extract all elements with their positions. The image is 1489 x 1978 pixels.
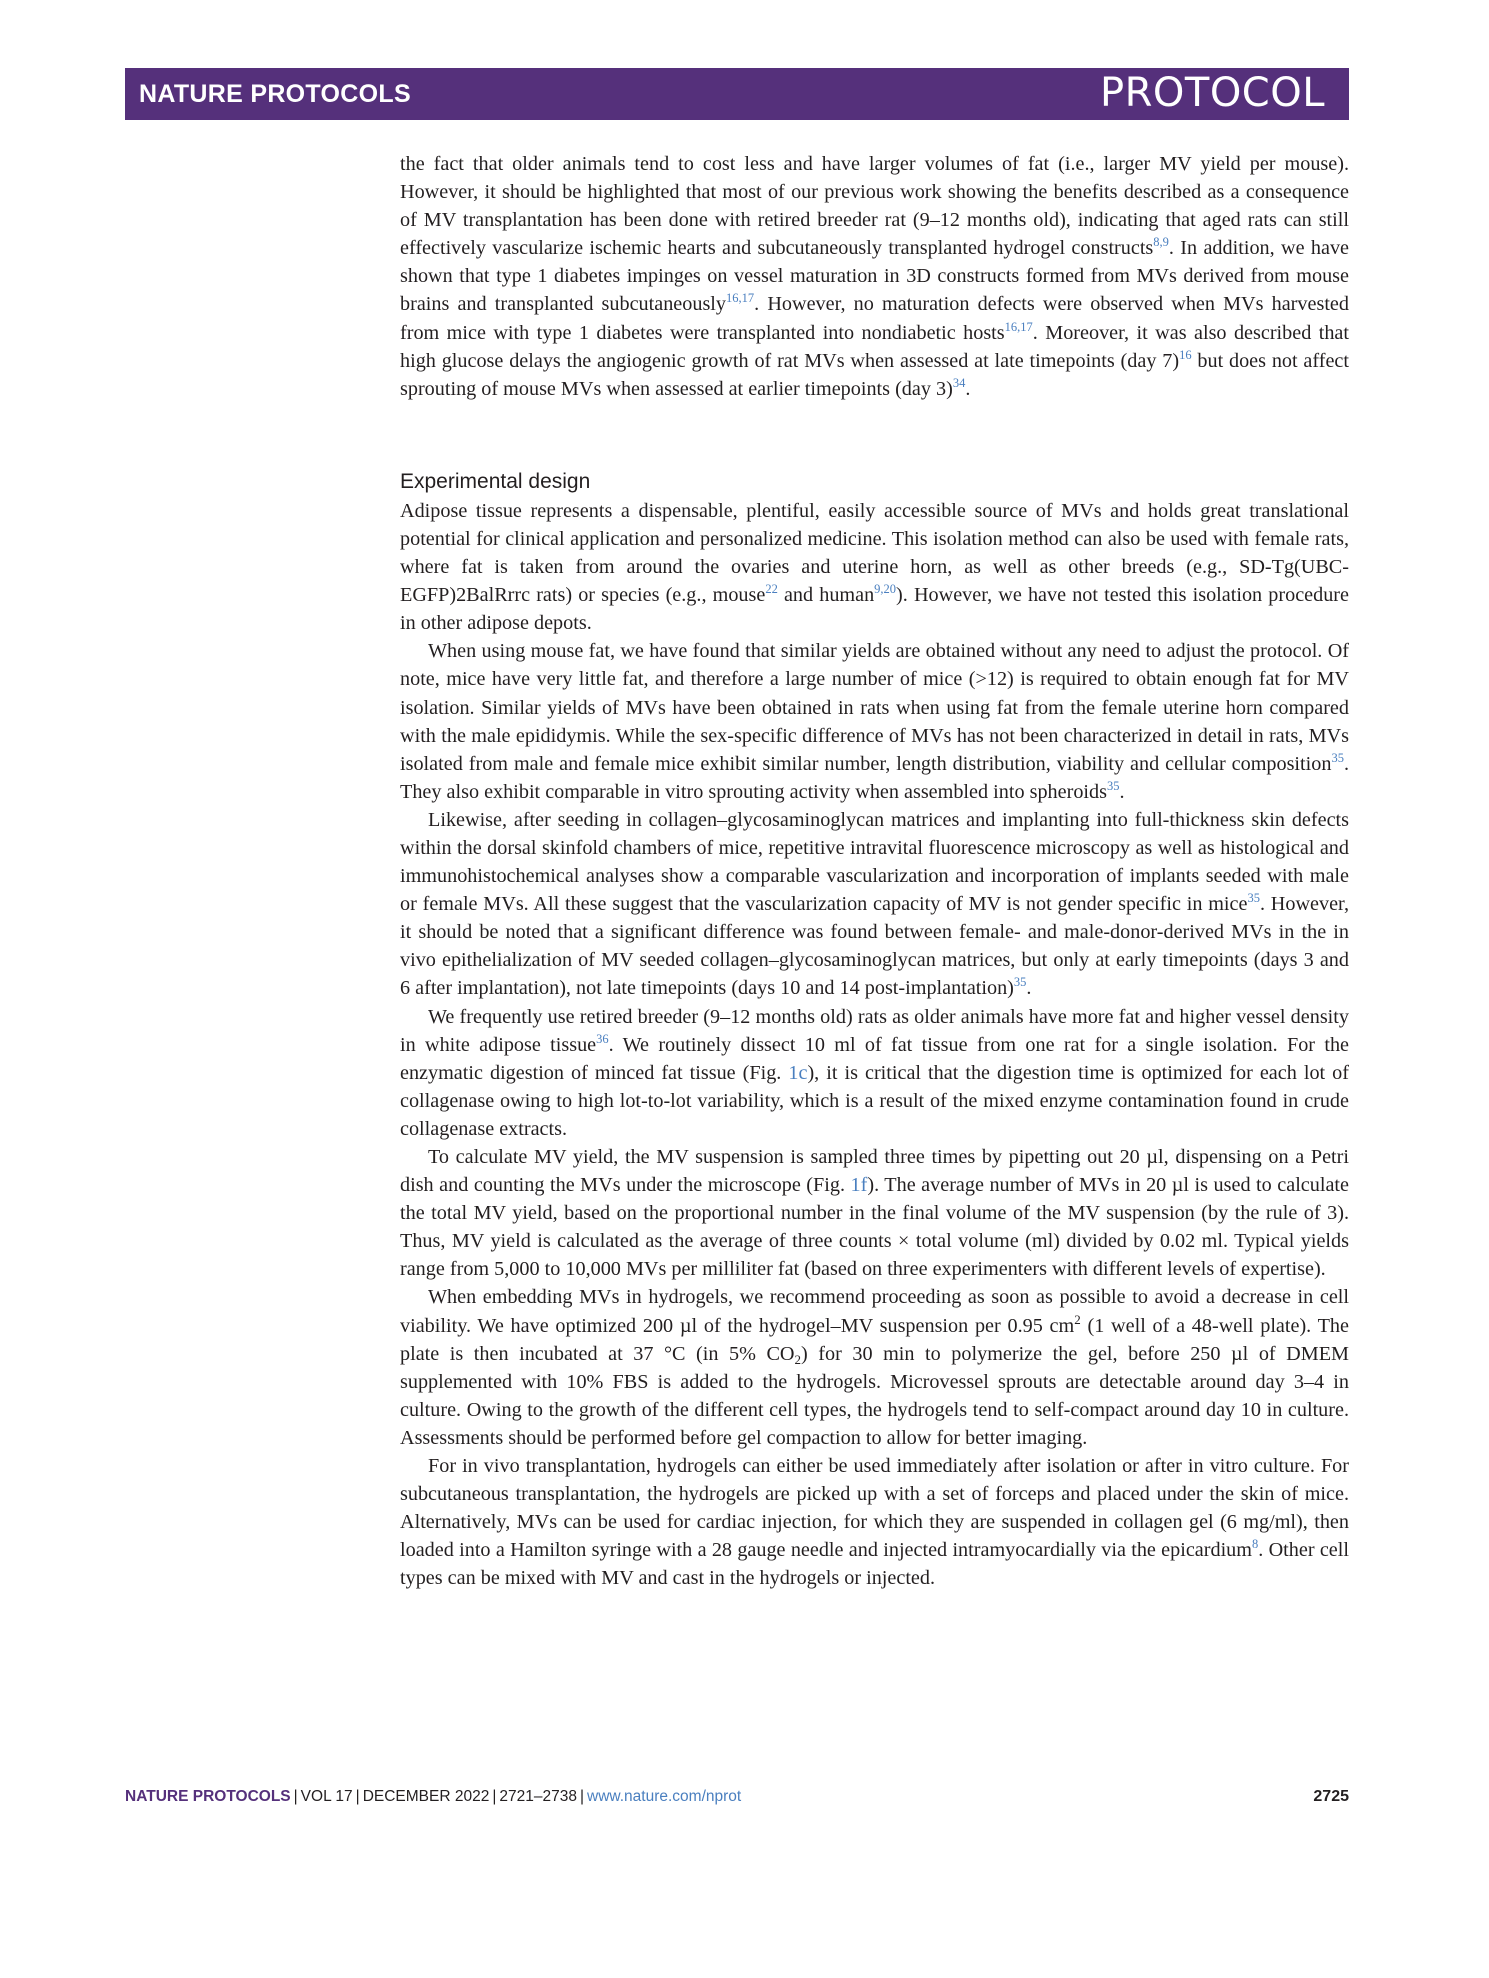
citation-link[interactable]: 8: [1251, 1537, 1259, 1552]
citation-link[interactable]: 16,17: [726, 291, 755, 306]
citation-link[interactable]: 16,17: [1004, 319, 1033, 334]
header-bar: [125, 68, 1349, 120]
article-type-label: PROTOCOL: [1099, 70, 1325, 116]
citation-link[interactable]: 36: [596, 1031, 609, 1046]
paragraph-2: When using mouse fat, we have found that similar yields are obtained without any need to adjust the protocol. Of note, mice have very little fat, and therefore a large number of mice (>12) is required to obtain enough fat for MV isolation. Similar yields of MVs have been obtained in rats when using fat from the female uterine horn compared with the male epididymis. While the sex-specific difference of MVs has not been characterized in detail in rats, MVs isolated from male and female mice exhibit similar number, length distribution, viability and cellular composition$^{35}$. They also exhibit comparable in vitro sprouting activity when assembled into spheroids$^{35}$.: [400, 640, 1349, 803]
paragraph-3: Likewise, after seeding in collagen–glycosaminoglycan matrices and implanting into full-thickness skin defects within the dorsal skinfold chambers of mice, repetitive intravital fluorescence microscopy as well as histological and immunohistochemical analyses show a comparable vascularization and incorporation of implants seeded with male or female MVs. All these suggest that the vascularization capacity of MV is not gender specific in mice$^{35}$. However, it should be noted that a significant difference was found between female- and male-donor-derived MVs in the in vivo epithelialization of MV seeded collagen–glycosaminoglycan matrices, but only at early timepoints (days 3 and 6 after implantation), not late timepoints (days 10 and 14 post-implantation)$^{35}$.: [400, 808, 1349, 1000]
main-text: [400, 150, 1349, 1593]
citation-link[interactable]: 35: [1331, 750, 1344, 765]
footer-volume: VOL 17: [300, 1788, 353, 1805]
figure-link[interactable]: 1c: [788, 1061, 808, 1084]
superscript: 2: [1074, 1311, 1081, 1327]
footer-date: DECEMBER 2022: [362, 1788, 490, 1805]
paragraph-5: To calculate MV yield, the MV suspension is sampled three times by pipetting out 20 µl, dispensing on a Petri dish and counting the MVs under the microscope (Fig. 1f). The average number of MVs in 20 µl is used to calculate the total MV yield, based on the proportional number in the final volume of the MV suspension (by the rule of 3). Thus, MV yield is calculated as the average of three counts × total volume (ml) divided by 0.02 ml. Typical yields range from 5,000 to 10,000 MVs per milliliter fat (based on three experimenters with different levels of expertise).: [400, 1146, 1349, 1281]
paragraph-4: We frequently use retired breeder (9–12 months old) rats as older animals have more fat and higher vessel density in white adipose tissue$^{36}$. We routinely dissect 10 ml of fat tissue from one rat for a single isolation. For the enzymatic digestion of minced fat tissue (Fig. 1c), it is critical that the digestion time is optimized for each lot of collagenase owing to high lot-to-lot variability, which is a result of the mixed enzyme contamination found in crude collagenase extracts.: [400, 1005, 1350, 1140]
paragraph-7: For in vivo transplantation, hydrogels can either be used immediately after isolation or after in vitro culture. For subcutaneous transplantation, the hydrogels are picked up with a set of forceps and placed under the skin of mice. Alternatively, MVs can be used for cardiac injection, for which they are suspended in collagen gel (6 mg/ml), then loaded into a Hamilton syringe with a 28 gauge needle and injected intramyocardially via the epicardium$^8$. Other cell types can be mixed with MV and cast in the hydrogels or injected.: [400, 1455, 1349, 1590]
footer: [125, 1788, 1349, 1808]
citation-link[interactable]: 16: [1179, 347, 1192, 362]
citation-link[interactable]: 34: [952, 375, 966, 390]
page-number: 2725: [1313, 1788, 1349, 1805]
paragraph-1: Adipose tissue represents a dispensable, plentiful, easily accessible source of MVs and holds great translational potential for clinical application and personalized medicine. This isolation method can also be used with female rats, where fat is taken from around the ovaries and uterine horn, as well as other breeds (e.g., SD-Tg(UBC-EGFP)2BalRrrc rats) or species (e.g., mouse$^{22}$ and human$^{9,20}$). However, we have not tested this isolation procedure in other adipose depots.: [400, 499, 1349, 635]
citation-link[interactable]: 8,9: [1153, 235, 1169, 250]
figure-link[interactable]: 1f: [850, 1174, 868, 1197]
footer-journal: NATURE PROTOCOLS: [125, 1788, 291, 1805]
paragraph-6: When embedding MVs in hydrogels, we recommend proceeding as soon as possible to avoid a decrease in cell viability. We have optimized 200 µl of the hydrogel–MV suspension per 0.95 $cm^2$ (1 well of a 48-well plate). The plate is then incubated at 37 °C (in 5% $CO_2$) for 30 min to polymerize the gel, before 250 µl of DMEM supplemented with 10% FBS is added to the hydrogels. Microvessel sprouts are detectable around day 3–4 in culture. Owing to the growth of the different cell types, the hydrogels tend to self-compact around day 10 in culture. Assessments should be performed before gel compaction to allow for better imaging.: [400, 1286, 1349, 1449]
citation-link[interactable]: 35: [1106, 778, 1120, 793]
section-heading: Experimental design: [400, 469, 591, 493]
citation-link[interactable]: 35: [1013, 975, 1027, 990]
citation-link[interactable]: 35: [1247, 891, 1260, 906]
footer-pages: 2721–2738: [499, 1788, 577, 1805]
citation-link[interactable]: 9,20: [874, 582, 897, 597]
subscript: 2: [794, 1351, 802, 1367]
footer-citation: NATURE PROTOCOLS | VOL 17 | DECEMBER 2022 | 2721–2738 | www.nature.com/nprot: [125, 1788, 742, 1805]
journal-name: NATURE PROTOCOLS: [139, 80, 411, 108]
intro-paragraph: the fact that older animals tend to cost less and have larger volumes of fat (i.e., larger MV yield per mouse). However, it should be highlighted that most of our previous work showing the benefits described as a consequence of MV transplantation has been done with retired breeder rat (9–12 months old), indicating that aged rats can still effectively vascularize ischemic hearts and subcutaneously transplanted hydrogel constructs$^{8,9}$. In addition, we have shown that type 1 diabetes impinges on vessel maturation in 3D constructs formed from MVs derived from mouse brains and transplanted subcutaneously$^{16,17}$. However, no maturation defects were observed when MVs harvested from mice with type 1 diabetes were transplanted into nondiabetic hosts$^{16,17}$. Moreover, it was also described that high glucose delays the angiogenic growth of rat MVs when assessed at late timepoints (day 7)$^{16}$ but does not affect sprouting of mouse MVs when assessed at earlier timepoints (day 3)$^{34}$.: [400, 153, 1350, 400]
citation-link[interactable]: 22: [765, 582, 778, 597]
footer-url-link[interactable]: www.nature.com/nprot: [587, 1788, 742, 1805]
